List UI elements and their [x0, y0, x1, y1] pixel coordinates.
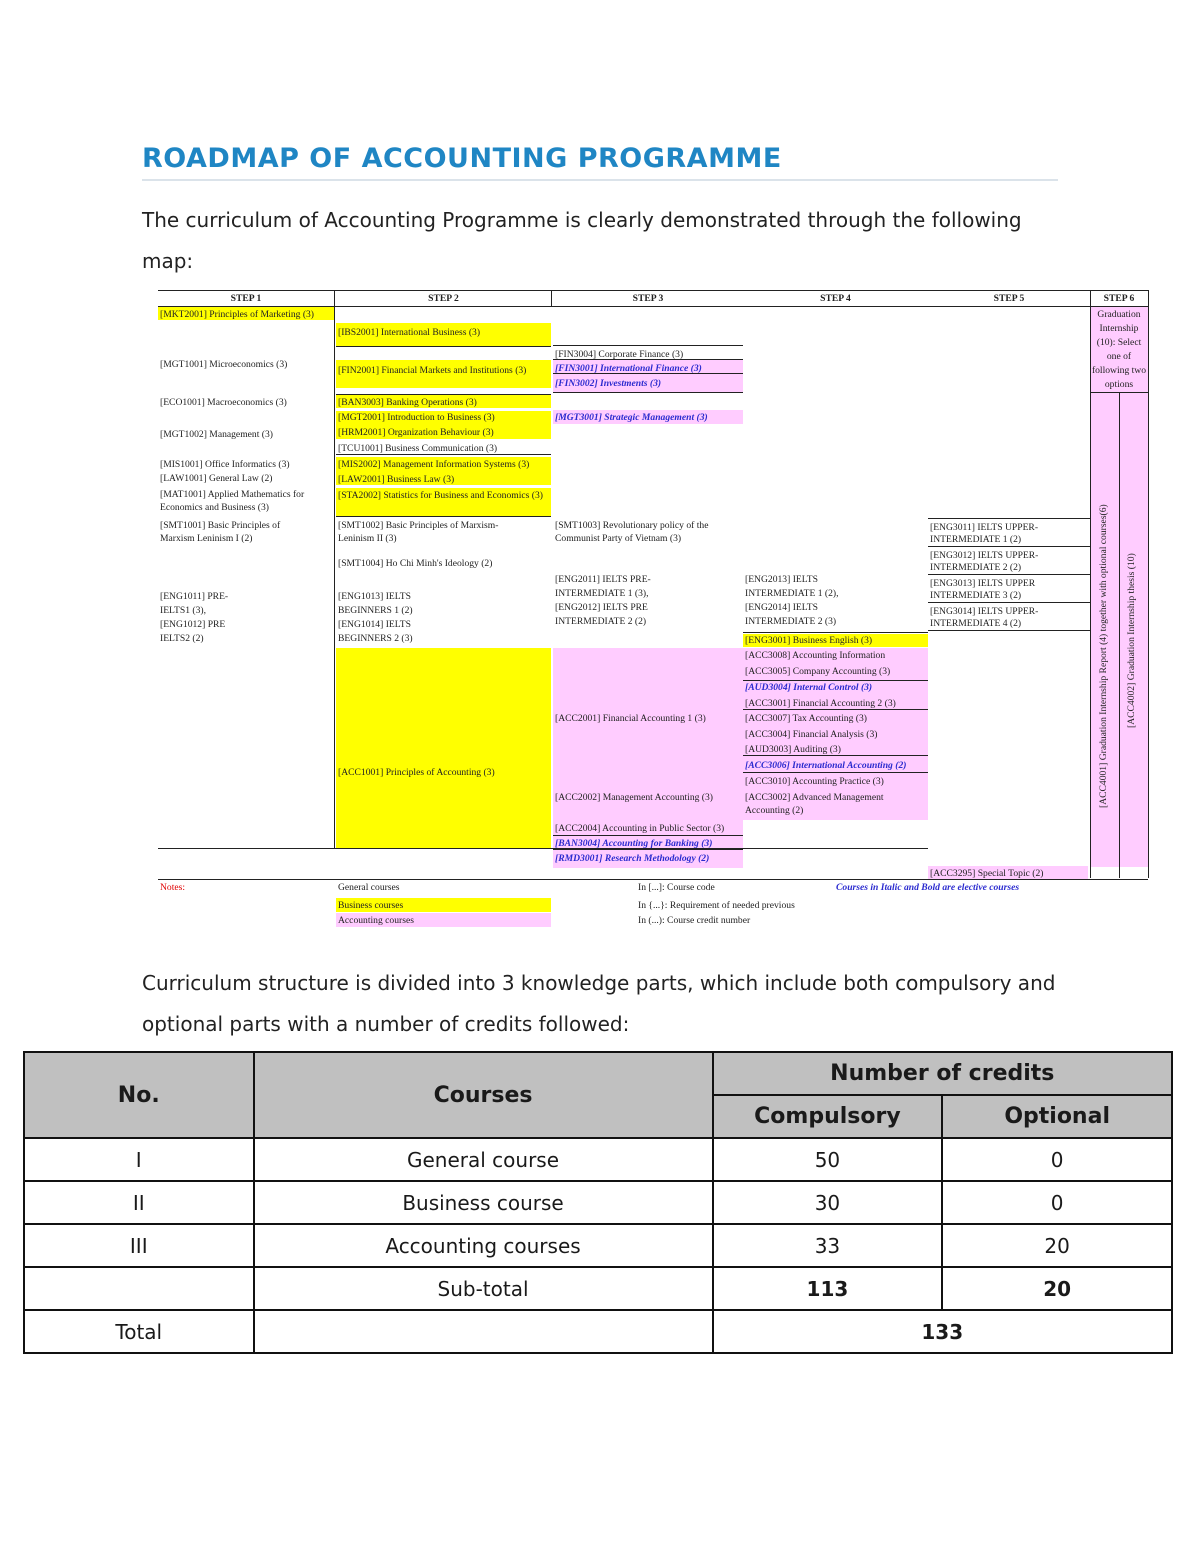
course-fin3002: [FIN3002] Investments (3)	[555, 378, 662, 389]
legend-accounting: Accounting courses	[338, 915, 414, 926]
table-row	[24, 1181, 1172, 1224]
course-fin3004: [FIN3004] Corporate Finance (3)	[555, 349, 684, 360]
step2-header: STEP 2	[428, 293, 459, 304]
course-mkt2001: [MKT2001] Principles of Marketing (3)	[160, 309, 315, 320]
course-eng2014-b: INTERMEDIATE 2 (3)	[745, 616, 837, 627]
table-row	[24, 1138, 1172, 1181]
course-fin3001: [FIN3001] International Finance (3)	[555, 363, 702, 374]
line-step3-1	[553, 345, 743, 346]
structure-paragraph: Curriculum structure is divided into 3 knowledge parts, which include both compulsory and optional parts with a number of credits followed:	[142, 971, 1056, 1036]
legend-credit: In (...): Course credit number	[638, 915, 751, 926]
header-courses: Courses	[254, 1052, 713, 1138]
step6-grad-line	[1090, 392, 1148, 393]
course-eng2013-a: [ENG2013] IELTS	[745, 574, 818, 585]
course-eng3014-b: INTERMEDIATE 4 (2)	[930, 618, 1022, 629]
course-acc3295: [ACC3295] Special Topic (2)	[930, 868, 1044, 879]
graduation-internship: Graduation Internship (10): Select one of following two options	[1091, 309, 1147, 390]
course-eng2012-a: [ENG2012] IELTS PRE	[555, 602, 648, 613]
course-eng3011-b: INTERMEDIATE 1 (2)	[930, 534, 1022, 545]
course-smt1004: [SMT1004] Ho Chi Minh's Ideology (2)	[338, 558, 493, 569]
line-step5-2	[928, 546, 1090, 547]
course-mis2002: [MIS2002] Management Information Systems (3)	[338, 459, 530, 470]
step2-divider	[551, 290, 552, 306]
legend-code: In [...]: Course code	[638, 882, 715, 893]
row-no: II	[24, 1181, 254, 1224]
graduation-option-report: [ACC4001] Graduation Internship Report (4) together with optional courses(6)	[1098, 504, 1109, 808]
line-step4-1	[743, 632, 928, 633]
header-no: No.	[24, 1052, 254, 1138]
course-sta2002: [STA2002] Statistics for Business and Economics (3)	[338, 490, 543, 501]
step6-option-divider	[1119, 392, 1120, 878]
step3-header: STEP 3	[632, 293, 664, 304]
course-acc3008: [ACC3008] Accounting Information	[745, 650, 886, 661]
course-acc3006: [ACC3006] International Accounting (2)	[745, 760, 907, 771]
table-row	[24, 1224, 1172, 1267]
course-eng1011-b: IELTS1 (3),	[160, 605, 207, 616]
course-acc3007: [ACC3007] Tax Accounting (3)	[745, 713, 867, 724]
course-acc2001: [ACC2001] Financial Accounting 1 (3)	[555, 713, 706, 724]
legend-business: Business courses	[338, 900, 404, 911]
subtotal-optional: 20	[942, 1267, 1172, 1310]
title-underline	[142, 179, 1058, 181]
course-mgt3001: [MGT3001] Strategic Management (3)	[555, 412, 708, 423]
subtotal-label: Sub-total	[254, 1267, 713, 1310]
page-title: ROADMAP OF ACCOUNTING PROGRAMME	[142, 143, 782, 174]
course-fin2001: [FIN2001] Financial Markets and Institutions (3)	[338, 365, 527, 376]
course-acc3001: [ACC3001] Financial Accounting 2 (3)	[745, 698, 896, 709]
course-aud3004: [AUD3004] Internal Control (3)	[745, 682, 873, 693]
intro-paragraph: The curriculum of Accounting Programme is clearly demonstrated through the following map:	[142, 208, 1022, 273]
row-no: I	[24, 1138, 254, 1181]
line-step4-5	[743, 772, 928, 773]
course-acc3004: [ACC3004] Financial Analysis (3)	[745, 729, 878, 740]
course-eco1001: [ECO1001] Macroeconomics (3)	[160, 397, 287, 408]
row-course: General course	[254, 1138, 713, 1181]
course-tcu1001: [TCU1001] Business Communication (3)	[338, 443, 498, 454]
course-eng2014-a: [ENG2014] IELTS	[745, 602, 818, 613]
graduation-option-thesis: [ACC4002] Graduation Internship thesis (10)	[1126, 553, 1137, 728]
course-mgt1002: [MGT1002] Management (3)	[160, 429, 273, 440]
line-step3-4	[553, 392, 743, 393]
row-optional: 20	[942, 1224, 1172, 1267]
course-mis1001: [MIS1001] Office Informatics (3)	[160, 459, 290, 470]
course-eng1014-a: [ENG1014] IELTS	[338, 619, 411, 630]
course-eng2012-b: INTERMEDIATE 2 (2)	[555, 616, 647, 627]
legend-notes: Notes:	[160, 882, 186, 893]
map-top-line	[158, 290, 1148, 291]
course-acc2004: [ACC2004] Accounting in Public Sector (3)	[555, 823, 725, 834]
row-compulsory: 50	[713, 1138, 943, 1181]
line-step2-2	[336, 394, 551, 395]
row-compulsory: 33	[713, 1224, 943, 1267]
course-eng3013-a: [ENG3013] IELTS UPPER	[930, 578, 1036, 589]
course-smt1001: [SMT1001] Basic Principles of Marxism Leninism I (2)	[160, 520, 281, 544]
course-mat1001: [MAT1001] Applied Mathematics for Economics and Business (3)	[160, 489, 305, 513]
row-optional: 0	[942, 1138, 1172, 1181]
course-eng1013-a: [ENG1013] IELTS	[338, 591, 411, 602]
legend-requirement: In {...}: Requirement of needed previous	[638, 900, 795, 911]
row-course: Business course	[254, 1181, 713, 1224]
course-law1001: [LAW1001] General Law (2)	[160, 473, 273, 484]
map-header-line	[158, 306, 1148, 307]
header-number-of-credits: Number of credits	[713, 1052, 1172, 1095]
step1-divider	[334, 290, 335, 848]
total-empty-cell	[254, 1310, 713, 1353]
course-acc1001: [ACC1001] Principles of Accounting (3)	[338, 767, 495, 778]
header-optional: Optional	[942, 1095, 1172, 1138]
course-ban3004: [BAN3004] Accounting for Banking (3)	[555, 838, 713, 849]
subtotal-compulsory: 113	[713, 1267, 943, 1310]
course-eng3013-b: INTERMEDIATE 3 (2)	[930, 590, 1022, 601]
line-step3-5	[553, 835, 743, 836]
course-smt1003: [SMT1003] Revolutionary policy of the Communist Party of Vietnam (3)	[555, 520, 709, 544]
step6-header: STEP 6	[1103, 293, 1135, 304]
credits-table	[23, 1051, 1173, 1354]
row-no: III	[24, 1224, 254, 1267]
course-aud3003: [AUD3003] Auditing (3)	[745, 744, 841, 755]
course-eng3011-a: [ENG3011] IELTS UPPER-	[930, 522, 1039, 533]
line-step5-3	[928, 574, 1090, 575]
course-eng3012-b: INTERMEDIATE 2 (2)	[930, 562, 1022, 573]
step5-header: STEP 5	[993, 293, 1025, 304]
course-eng1013-b: BEGINNERS 1 (2)	[338, 605, 413, 616]
legend-general: General courses	[338, 882, 400, 893]
course-eng2013-b: INTERMEDIATE 1 (2),	[745, 588, 839, 599]
course-acc3005: [ACC3005] Company Accounting (3)	[745, 666, 891, 677]
course-eng1011-a: [ENG1011] PRE-	[160, 591, 229, 602]
line-step5-5	[928, 630, 1090, 631]
line-step2-4	[336, 516, 551, 517]
course-ban3003: [BAN3003] Banking Operations (3)	[338, 397, 477, 408]
subtotal-row	[24, 1267, 1172, 1310]
map-bottom-line-a	[158, 848, 928, 849]
course-acc2002: [ACC2002] Management Accounting (3)	[555, 792, 713, 803]
row-course: Accounting courses	[254, 1224, 713, 1267]
course-ibs2001: [IBS2001] International Business (3)	[338, 327, 481, 338]
total-row	[24, 1310, 1172, 1353]
course-acc3010: [ACC3010] Accounting Practice (3)	[745, 776, 884, 787]
line-step5-4	[928, 602, 1090, 603]
row-optional: 0	[942, 1181, 1172, 1224]
map-right-line	[1148, 290, 1149, 878]
course-rmd3001: [RMD3001] Research Methodology (2)	[555, 853, 710, 864]
course-eng1014-b: BEGINNERS 2 (3)	[338, 633, 413, 644]
course-eng3014-a: [ENG3014] IELTS UPPER-	[930, 606, 1039, 617]
course-eng1012-b: IELTS2 (2)	[160, 633, 204, 644]
step4-header: STEP 4	[820, 293, 851, 304]
step1-header: STEP 1	[230, 293, 262, 304]
course-hrm2001: [HRM2001] Organization Behaviour (3)	[338, 427, 494, 438]
legend-elective: Courses in Italic and Bold are elective courses	[836, 882, 1020, 893]
course-mgt2001: [MGT2001] Introduction to Business (3)	[338, 412, 495, 423]
total-value: 133	[713, 1310, 1172, 1353]
subtotal-no-cell	[24, 1267, 254, 1310]
course-eng1012-a: [ENG1012] PRE	[160, 619, 226, 630]
course-eng3001: [ENG3001] Business English (3)	[745, 635, 873, 646]
total-label: Total	[24, 1310, 254, 1353]
course-eng2011-b: INTERMEDIATE 1 (3),	[555, 588, 649, 599]
row-compulsory: 30	[713, 1181, 943, 1224]
header-compulsory: Compulsory	[713, 1095, 943, 1138]
course-law2001: [LAW2001] Business Law (3)	[338, 474, 455, 485]
course-eng2011-a: [ENG2011] IELTS PRE-	[555, 574, 651, 585]
acc1001-highlight	[336, 648, 551, 848]
roadmap-figure	[158, 288, 1150, 930]
course-eng3012-a: [ENG3012] IELTS UPPER-	[930, 550, 1039, 561]
course-smt1002: [SMT1002] Basic Principles of Marxism-Leninism II (3)	[338, 520, 499, 544]
course-mgt1001: [MGT1001] Microeconomics (3)	[160, 359, 288, 370]
line-step2-1	[336, 346, 551, 347]
course-acc3002: [ACC3002] Advanced Management Accounting (2)	[745, 792, 884, 816]
line-step5-1	[928, 518, 1090, 519]
